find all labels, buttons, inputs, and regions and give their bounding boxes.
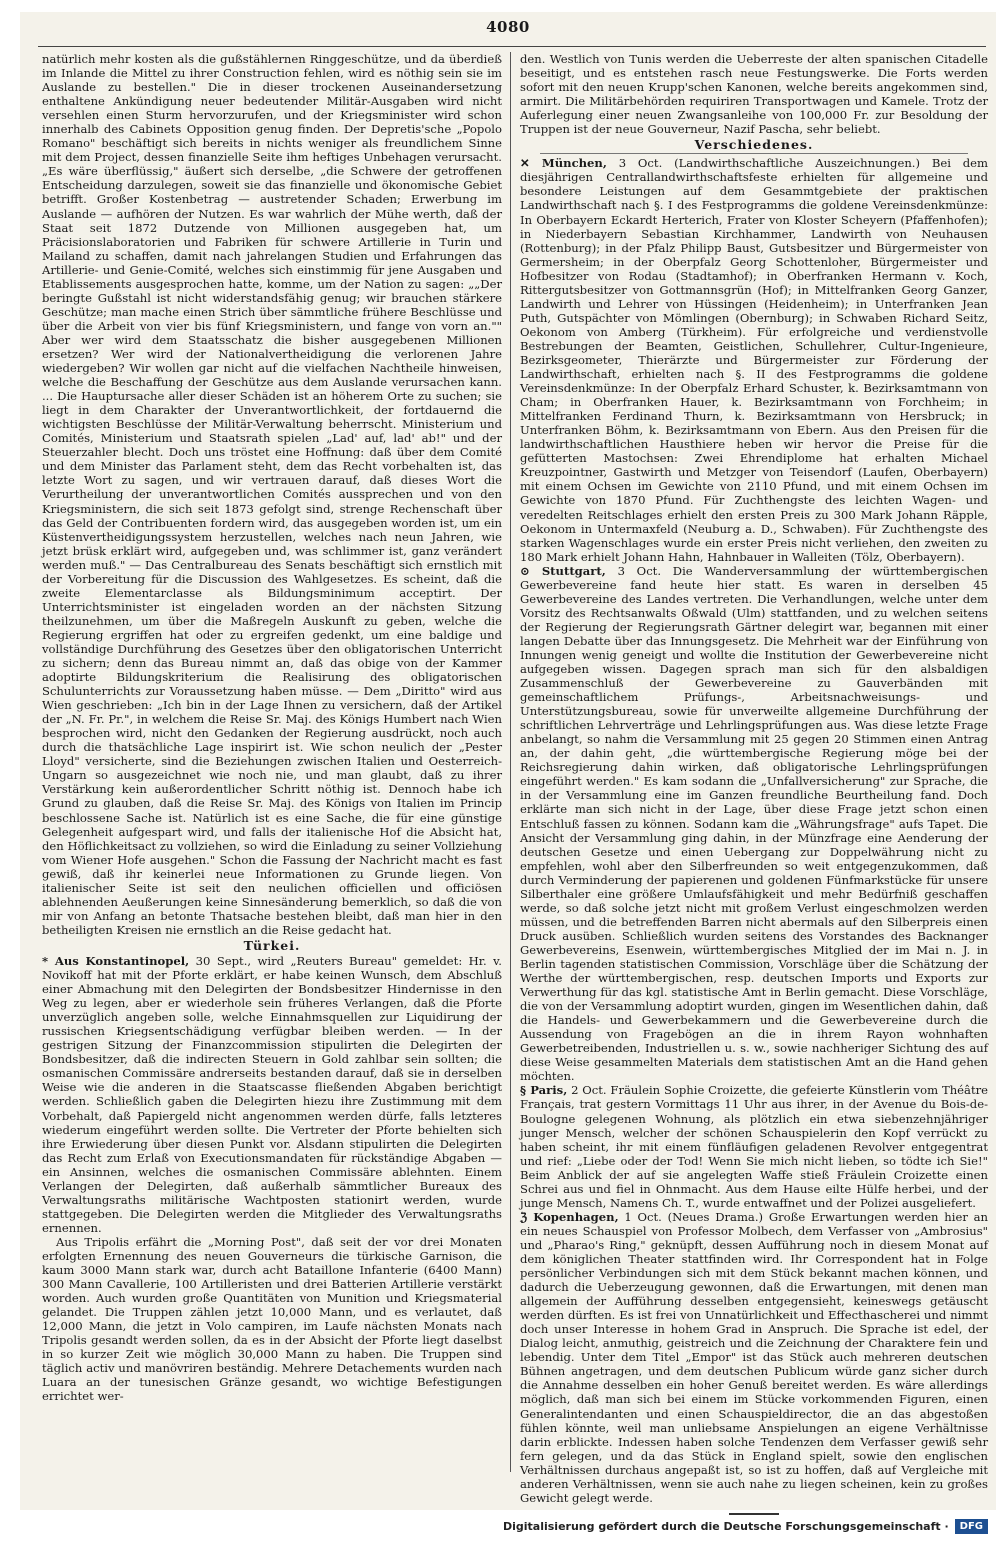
header-rule [38, 46, 986, 47]
article-italy-military: natürlich mehr kosten als die gußstählernen Ringgeschütze, und da überdieß im Inlande die Mittel zu ihrer Construction fehlen, wird es nöthig sein sie im Auslande zu bestellen." Die in dieser trockenen Auseinandersetzung enthaltene Ankündigung neuer bedeutender Militär-Ausgaben wird nicht versehlen einen Sturm hervorzurufen, und der Kriegsminister wird schon innerhalb des Cabinets Opposition genug finden. Der Depretis'sche „Popolo Romano" beschäftigt sich bereits in nichts weniger als freundlichem Sinne mit dem Project, dessen finanzielle Seite ihm heftiges Unbehagen verursacht. „Es wäre überflüssig," äußert sich derselbe, „die Schwere der getroffenen Entscheidung darzulegen, soweit sie das finanzielle und ökonomische Gebiet betrifft. Großer Kostenbetrag — austretender Schaden; Erwerbung im Auslande — aufhören der Nutzen. Es war wahrlich der Mühe werth, daß der Staat seit 1872 Dutzende von Millionen ausgegeben hat, um Präcisionslaboratorien und Fabriken für schwere Artillerie in Turin und Mailand zu schaffen, damit nach jahrelangen Studien und Erfahrungen das Artillerie- und Genie-Comité, welches sich einstimmig für jene Ausgaben und Etablissements ausgesprochen hatte, komme, um der Nation zu sagen: „„Der beringte Gußstahl ist nicht widerstandsfähig genug; wir brauchen stärkere Geschütze; man mache einen Strich über sämmtliche frühere Beschlüsse und über die Arbeit von vier bis fünf Kriegsministern, und fange von vorn an."" Aber wer wird dem Staatsschatz die bisher ausgegebenen Millionen ersetzen? Wer wird der Nationalvertheidigung die verlorenen Jahre wiedergeben? Wir wollen gar nicht auf die vielfachen Nachtheile hinweisen, welche die Beschaffung der Geschütze aus dem Auslande verursachen kann. ... Die Hauptursache aller dieser Schäden ist an höherem Orte zu suchen; sie liegt in dem Charakter der Unverantwortlichkeit, der fortdauernd die wichtigsten Beschlüsse der Militär-Verwaltung beherrscht. Ministerium und Comités, Ministerium und Staatsrath spielen „Lad' auf, lad' ab!" und der Steuerzahler blecht. Doch uns tröstet eine Hoffnung: daß über dem Comité und dem Minister das Parlament steht, dem das Recht vorbehalten ist, das letzte Wort zu sagen, und wir vertrauen darauf, daß dieses Wort die Verurtheilung der unverantwortlichen Comités aussprechen und von den Kriegsministern, die sich seit 1873 gefolgt sind, strenge Rechenschaft über das Geld der Contribuenten fordern wird, das ausgegeben worden ist, um ein Küstenvertheidigungssystem herzustellen, welches nach neun Jahren, wie jetzt brüsk erklärt wird, aufgegeben und, was schlimmer ist, ganz verändert werden muß." — Das Centralbureau des Senats beschäftigt sich ernstlich mit der Vorbereitung für die Discussion des Wahlgesetzes. Es scheint, daß die zweite Elementarclasse als Bildungsminimum acceptirt. Der Unterrichtsminister ist eingeladen worden an der nächsten Sitzung theilzunehmen, um über die Maßregeln Auskunft zu geben, welche die Regierung ergriffen hat oder zu ergreifen gedenkt, um eine baldige und vollständige Durchführung des Gesetzes über den obligatorischen Unterricht zu sichern; denn das Bureau nimmt an, daß das obige von der Kammer adoptirte Bildungskriterium die Realisirung des obligatorischen Schulunterrichts zur Voraussetzung haben müsse. — Dem „Diritto" wird aus Wien geschrieben: „Ich bin in der Lage Ihnen zu versichern, daß der Artikel der „N. Fr. Pr.", in welchem die Reise Sr. Maj. des Königs Humbert nach Wien besprochen wird, nicht den Gedanken der Regierung ausdrückt, noch auch durch die thatsächliche Lage inspirirt ist. Wie schon neulich der „Pester Lloyd" versicherte, sind die Beziehungen zwischen Italien und Oesterreich-Ungarn so ausgezeichnet wie noch nie, und man glaubt, daß zu ihrer Verstärkung kein außerordentlicher Schritt nöthig ist. Dennoch habe ich Grund zu glauben, daß die Reise Sr. Maj. des Königs von Italien im Princip beschlossene Sache ist. Natürlich ist es eine Sache, die für eine günstige Gelegenheit aufgespart wird, und falls der italienische Hof die Absicht hat, den Höflichkeitsact zu vollziehen, so wird die Einladung zu seiner Vollziehung vom Wiener Hofe ausgehen." Schon die Fassung der Nachricht macht es fast gewiß, daß ihr keinerlei neue Informationen zu Grunde liegen. Von italienischer Seite ist seit den neulichen officiellen und officiösen ablehnenden Aeußerungen keine Sinnesänderung bemerklich, so daß die von mir von Anfang an betonte Thatsache bestehen bleibt, daß man hier in den betheiligten Kreisen nie ernstlich an die Reise gedacht hat. [42, 52, 502, 937]
dateline-paris: § Paris, [520, 1083, 568, 1098]
left-column [42, 52, 502, 1482]
dfg-logo-icon: DFG [955, 1519, 988, 1534]
article-konstantinopel-body: 30 Sept., wird „Reuters Bureau" gemeldet: Hr. v. Novikoff hat mit der Pforte erklärt, er habe keinen Wunsch, dem Abschluß einer Abmachung mit den Delegirten der Bondsbesitzer Hindernisse in den Weg zu legen, aber er wiederhole sein früheres Verlangen, daß die Pforte unverzüglich angeben solle, welche Einnahmsquellen zur Liquidirung der russischen Kriegsentschädigung verfügbar bleiben werden. — In der gestrigen Sitzung der Finanzcommission stipulirten die Delegirten der Bondsbesitzer, daß die indirecten Steuern in Gold zahlbar sein sollten; die osmanischen Commissäre andrerseits bestanden darauf, daß sie in derselben Weise wie die anderen in die Staatscasse fließenden Abgaben berichtigt werden. Schließlich gaben die Delegirten hiezu ihre Zustimmung mit dem Vorbehalt, daß Papiergeld nicht angenommen werden dürfe, falls letzteres wiederum eingeführt werden sollte. Die Vertreter der Pforte behielten sich ihre Erwiederung über diesen Punkt vor. Alsdann stipulirten die Delegirten das Recht zum Erlaß von Executionsmandaten für rückständige Abgaben — ein Ansinnen, welches die osmanischen Commissäre ablehnten. Einem Verlangen der Delegirten, daß außerhalb sämmtlicher Bureaux des Verwaltungsraths militärische Wachtposten stationirt werden, wurde stattgegeben. Die Delegirten werden die Mitglieder des Verwaltungsraths ernennen. [42, 954, 502, 1235]
end-rule [729, 1513, 779, 1515]
dateline-muenchen: ✕ München, [520, 156, 607, 171]
digitization-footer [503, 1519, 988, 1534]
article-muenchen [520, 156, 988, 563]
newspaper-page [20, 12, 996, 1510]
article-stuttgart [520, 564, 988, 1084]
article-kopenhagen [520, 1210, 988, 1505]
section-rule [540, 153, 968, 154]
dateline-kopenhagen: ℨ Kopenhagen, [520, 1209, 619, 1224]
section-heading-verschiedenes: Verschiedenes. [694, 137, 814, 153]
article-paris-body: 2 Oct. Fräulein Sophie Croizette, die gefeierte Künstlerin vom Théâtre Français, trat gestern Vormittags 11 Uhr aus ihrer, in der Avenue du Bois-de-Boulogne gelegenen Wohnung, als plötzlich ein etwa siebenzehnjähriger junger Mensch, welcher der schönen Schauspielerin den Kopf verrückt zu haben scheint, ihr mit einem fünfläufigen geladenen Revolver entgegentrat und rief: „Liebe oder der Tod! Wenn Sie mich nicht lieben, so tödte ich Sie!" Beim Anblick der auf sie angelegten Waffe stieß Fräulein Croizette einen Schrei aus und fiel in Ohnmacht. Aus dem Hause eilte Hülfe herbei, und der junge Mensch, Namens Ch. T., wurde entwaffnet und der Polizei ausgeliefert. [520, 1083, 989, 1210]
footer-credit: Digitalisierung gefördert durch die Deutsche Forschungsgemeinschaft · [502, 1520, 949, 1533]
article-kopenhagen-body: 1 Oct. (Neues Drama.) Große Erwartungen werden hier an ein neues Schauspiel von Professor Molbech, dem Verfasser von „Ambrosius" und „Pharao's Ring," geknüpft, dessen Aufführung noch in diesem Monat auf dem königlichen Theater stattfinden wird. Ihr Correspondent hat in Folge persönlicher Verbindungen sich mit dem Stück bekannt machen können, und dadurch die Ueberzeugung gewonnen, daß die Erwartungen, mit denen man allgemein der Aufführung desselben entgegensieht, keineswegs getäuscht werden dürften. Es ist frei von Unnatürlichkeit und Effecthascherei und nimmt doch unser Interesse in hohem Grad in Anspruch. Die Sprache ist edel, der Dialog leicht, anmuthig, geistreich und die Zeichnung der Charaktere fein und lebendig. Unter dem Titel „Empor" ist das Stück auch mehreren deutschen Bühnen angetragen, und dem deutschen Publicum würde ganz sicher durch die Annahme desselben ein hoher Genuß bereitet werden. Es wäre allerdings möglich, daß man sich bei einem im Stücke vorkommenden Figuren, einen Generalintendanten und einen Schauspieldirector, die an das abgestoßen fühlen könnte, weil man unliebsame Anspielungen an eigene Verhältnisse darin erblickte. Indessen haben solche Tendenzen dem Verfasser gewiß sehr fern gelegen, und da das Stück in England spielt, sowie den englischen Verhältnissen durchaus angepaßt ist, so ist zu hoffen, daß auf Vergleiche mit anderen Verhältnissen, wenn sie auch nahe zu liegen scheinen, kein zu großes Gewicht gelegt werde. [520, 1209, 988, 1505]
article-paris [520, 1083, 988, 1209]
dateline-konstantinopel: * Aus Konstantinopel, [42, 954, 190, 968]
right-column [520, 52, 989, 1505]
dateline-stuttgart: ⊙ Stuttgart, [520, 563, 606, 578]
article-konstantinopel [42, 954, 502, 1235]
article-muenchen-body: 3 Oct. (Landwirthschaftliche Auszeichnungen.) Bei dem diesjährigen Centrallandwirthschaftsfeste erhielten für allgemeine und besondere Leistungen auf dem Gesammtgebiete der praktischen Landwirthschaft nach §. I des Festprogramms die goldene Vereinsdenkmünze: In Oberbayern Eckardt Herterich, Frater von Kloster Scheyern (Pfaffenhofen); in Niederbayern Sebastian Kirchhammer, Landwirth von Neuhausen (Rottenburg); in der Pfalz Philipp Baust, Gutsbesitzer und Bürgermeister von Germersheim; in der Oberpfalz Georg Schottenloher, Bürgermeister und Hofbesitzer von Rodau (Stadtamhof); in Oberfranken Hermann v. Koch, Rittergutsbesitzer von Gottmannsgrün (Hof); in Mittelfranken Georg Ganzer, Landwirth und Lehrer von Hüssingen (Heidenheim); in Unterfranken Jean Puth, Gutspächter von Mömlingen (Obernburg); in Schwaben Richard Seitz, Oekonom von Amberg (Türkheim). Für erfolgreiche und verdienstvolle Bestrebungen der Beamten, Geistlichen, Schullehrer, Cultur-Ingenieure, Bezirksgeometer, Thierärzte und Bürgermeister zur Förderung der Landwirthschaft, erhielten nach §. II des Festprogramms die goldene Vereinsdenkmünze: In der Oberpfalz Erhard Schuster, k. Bezirksamtmann von Cham; in Oberfranken Hauer, k. Bezirksamtmann von Forchheim; in Mittelfranken Ferdinand Thurn, k. Bezirksamtmann von Hersbruck; in Unterfranken Böhm, k. Bezirksamtmann von Ebern. Aus den Preisen für die landwirthschaftlichen Hausthiere heben wir hervor die Preise für die gefütterten Mastochsen: Zwei Ehrendiplome hat erhalten Michael Kreuzpointner, Gastwirth und Metzger von Teisendorf (Laufen, Oberbayern) mit einem Ochsen im Gewichte von 2110 Pfund, und mit einem Ochsen im Gewichte von 1870 Pfund. Für Zuchthengste des leichten Wagen- und veredelten Reitschlages erhielt den ersten Preis zu 300 Mark Johann Räpple, Oekonom in Untermaxfeld (Neuburg a. D., Schwaben). Für Zuchthengste des starken Wagenschlages wurde ein erster Preis nicht verliehen, den zweiten zu 180 Mark erhielt Johann Hahn, Hahnbauer in Walleiten (Tölz, Oberbayern). [520, 156, 988, 564]
section-heading-tuerkei: Türkei. [243, 937, 301, 953]
article-tunis: den. Westlich von Tunis werden die Ueberreste der alten spanischen Citadelle beseitigt, und es entstehen rasch neue Festungswerke. Die Forts werden sofort mit den neuen Krupp'schen Kanonen, welche bereits angekommen sind, armirt. Die Militärbehörden requiriren Transportwagen und Kamele. Trotz der Auferlegung einer neuen Zwangsanleihe von 100,000 Fr. zur Besoldung der Truppen ist der neue Gouverneur, Nazif Pascha, sehr beliebt. [520, 52, 988, 137]
article-stuttgart-body: 3 Oct. Die Wanderversammlung der württembergischen Gewerbevereine fand heute hier statt. Es waren in derselben 45 Gewerbevereine des Landes vertreten. Die Verhandlungen, welche unter dem Vorsitz des Rechtsanwalts Oßwald (Ulm) stattfanden, und zu welchen seitens der Regierung der Regierungsrath Gärtner delegirt war, begannen mit einer langen Debatte über das Innungsgesetz. Die Mehrheit war der Einführung von Innungen wenig geneigt und wollte die Institution der Gewerbevereine nicht aufgegeben wissen. Dagegen sprach man sich für den alsbaldigen Zusammenschluß der Gewerbevereine zu Gauverbänden mit gemeinschaftlichem Prüfungs-, Arbeitsnachweisungs- und Unterstützungsbureau, sowie für unverweilte allgemeine Durchführung der schriftlichen Lehrverträge und Lehrlingsprüfungen aus. Was diese letzte Frage anbelangt, so nahm die Versammlung mit 25 gegen 20 Stimmen einen Antrag an, der dahin geht, „die württembergische Regierung möge bei der Reichsregierung dahin wirken, daß obligatorische Lehrlingsprüfungen eingeführt werden." Es kam sodann die „Unfallversicherung" zur Sprache, die in der Versammlung eine im Ganzen freundliche Beurtheilung fand. Doch erklärte man sich nicht in der Lage, über diese Frage jetzt schon einen Entschluß fassen zu können. Sodann kam die „Währungsfrage" aufs Tapet. Die Ansicht der Versammlung ging dahin, in der Münzfrage eine Aenderung der deutschen Gesetze und einen Uebergang zur Doppelwährung nicht zu empfehlen, wohl aber den Silberfreunden so weit entgegenzukommen, daß durch Verminderung der papierenen und goldenen Fünfmarkstücke für unsere Silberthaler eine größere Umlaufsfähigkeit und mehr Bedürfniß geschaffen werde, so daß solche jetzt nicht mit großem Verlust eingeschmolzen werden müssen, und die betreffenden Barren nicht abermals auf den Silberpreis einen Druck ausüben. Schließlich wurden seitens des Vorstandes des Backnanger Gewerbevereins, Esenwein, württembergisches Mitglied der im Mai n. J. in Berlin tagenden statistischen Commission, Vorschläge über die Schätzung der Werthe der württembergischen, resp. deutschen Imports und Exports zur Verwerthung für das kgl. statistische Amt in Berlin gemacht. Diese Vorschläge, die von der Versammlung adoptirt wurden, gingen im Wesentlichen dahin, daß die Handels- und Gewerbekammern und die Gewerbevereine durch die Aussendung von Fragebögen an die in ihrem Rayon wohnhaften Gewerbetreibenden, Industriellen u. s. w., sowie nachheriger Sichtung des auf diese Weise gesammelten Materials dem statistischen Amt an die Hand gehen möchten. [520, 563, 988, 1084]
page-number: 4080 [486, 18, 530, 36]
column-divider [510, 52, 511, 1472]
article-tripolis: Aus Tripolis erfährt die „Morning Post", daß seit der vor drei Monaten erfolgten Ernennung des neuen Gouverneurs die türkische Garnison, die kaum 3000 Mann stark war, durch acht Bataillone Infanterie (6400 Mann) 300 Mann Cavallerie, 100 Artilleristen und drei Batterien Artillerie verstärkt worden. Auch wurden große Quantitäten von Munition und Kriegsmaterial gelandet. Die Truppen zählen jetzt 10,000 Mann, und es verlautet, daß 12,000 Mann, die jetzt in Volo campiren, im Laufe nächsten Monats nach Tripolis gesandt werden sollen, da es in der Absicht der Pforte liegt daselbst in so kurzer Zeit wie möglich 30,000 Mann zu haben. Die Truppen sind täglich activ und manövriren beständig. Mehrere Detachements wurden nach Luara an der tunesischen Gränze gesandt, wo wichtige Befestigungen errichtet wer- [42, 1234, 502, 1404]
